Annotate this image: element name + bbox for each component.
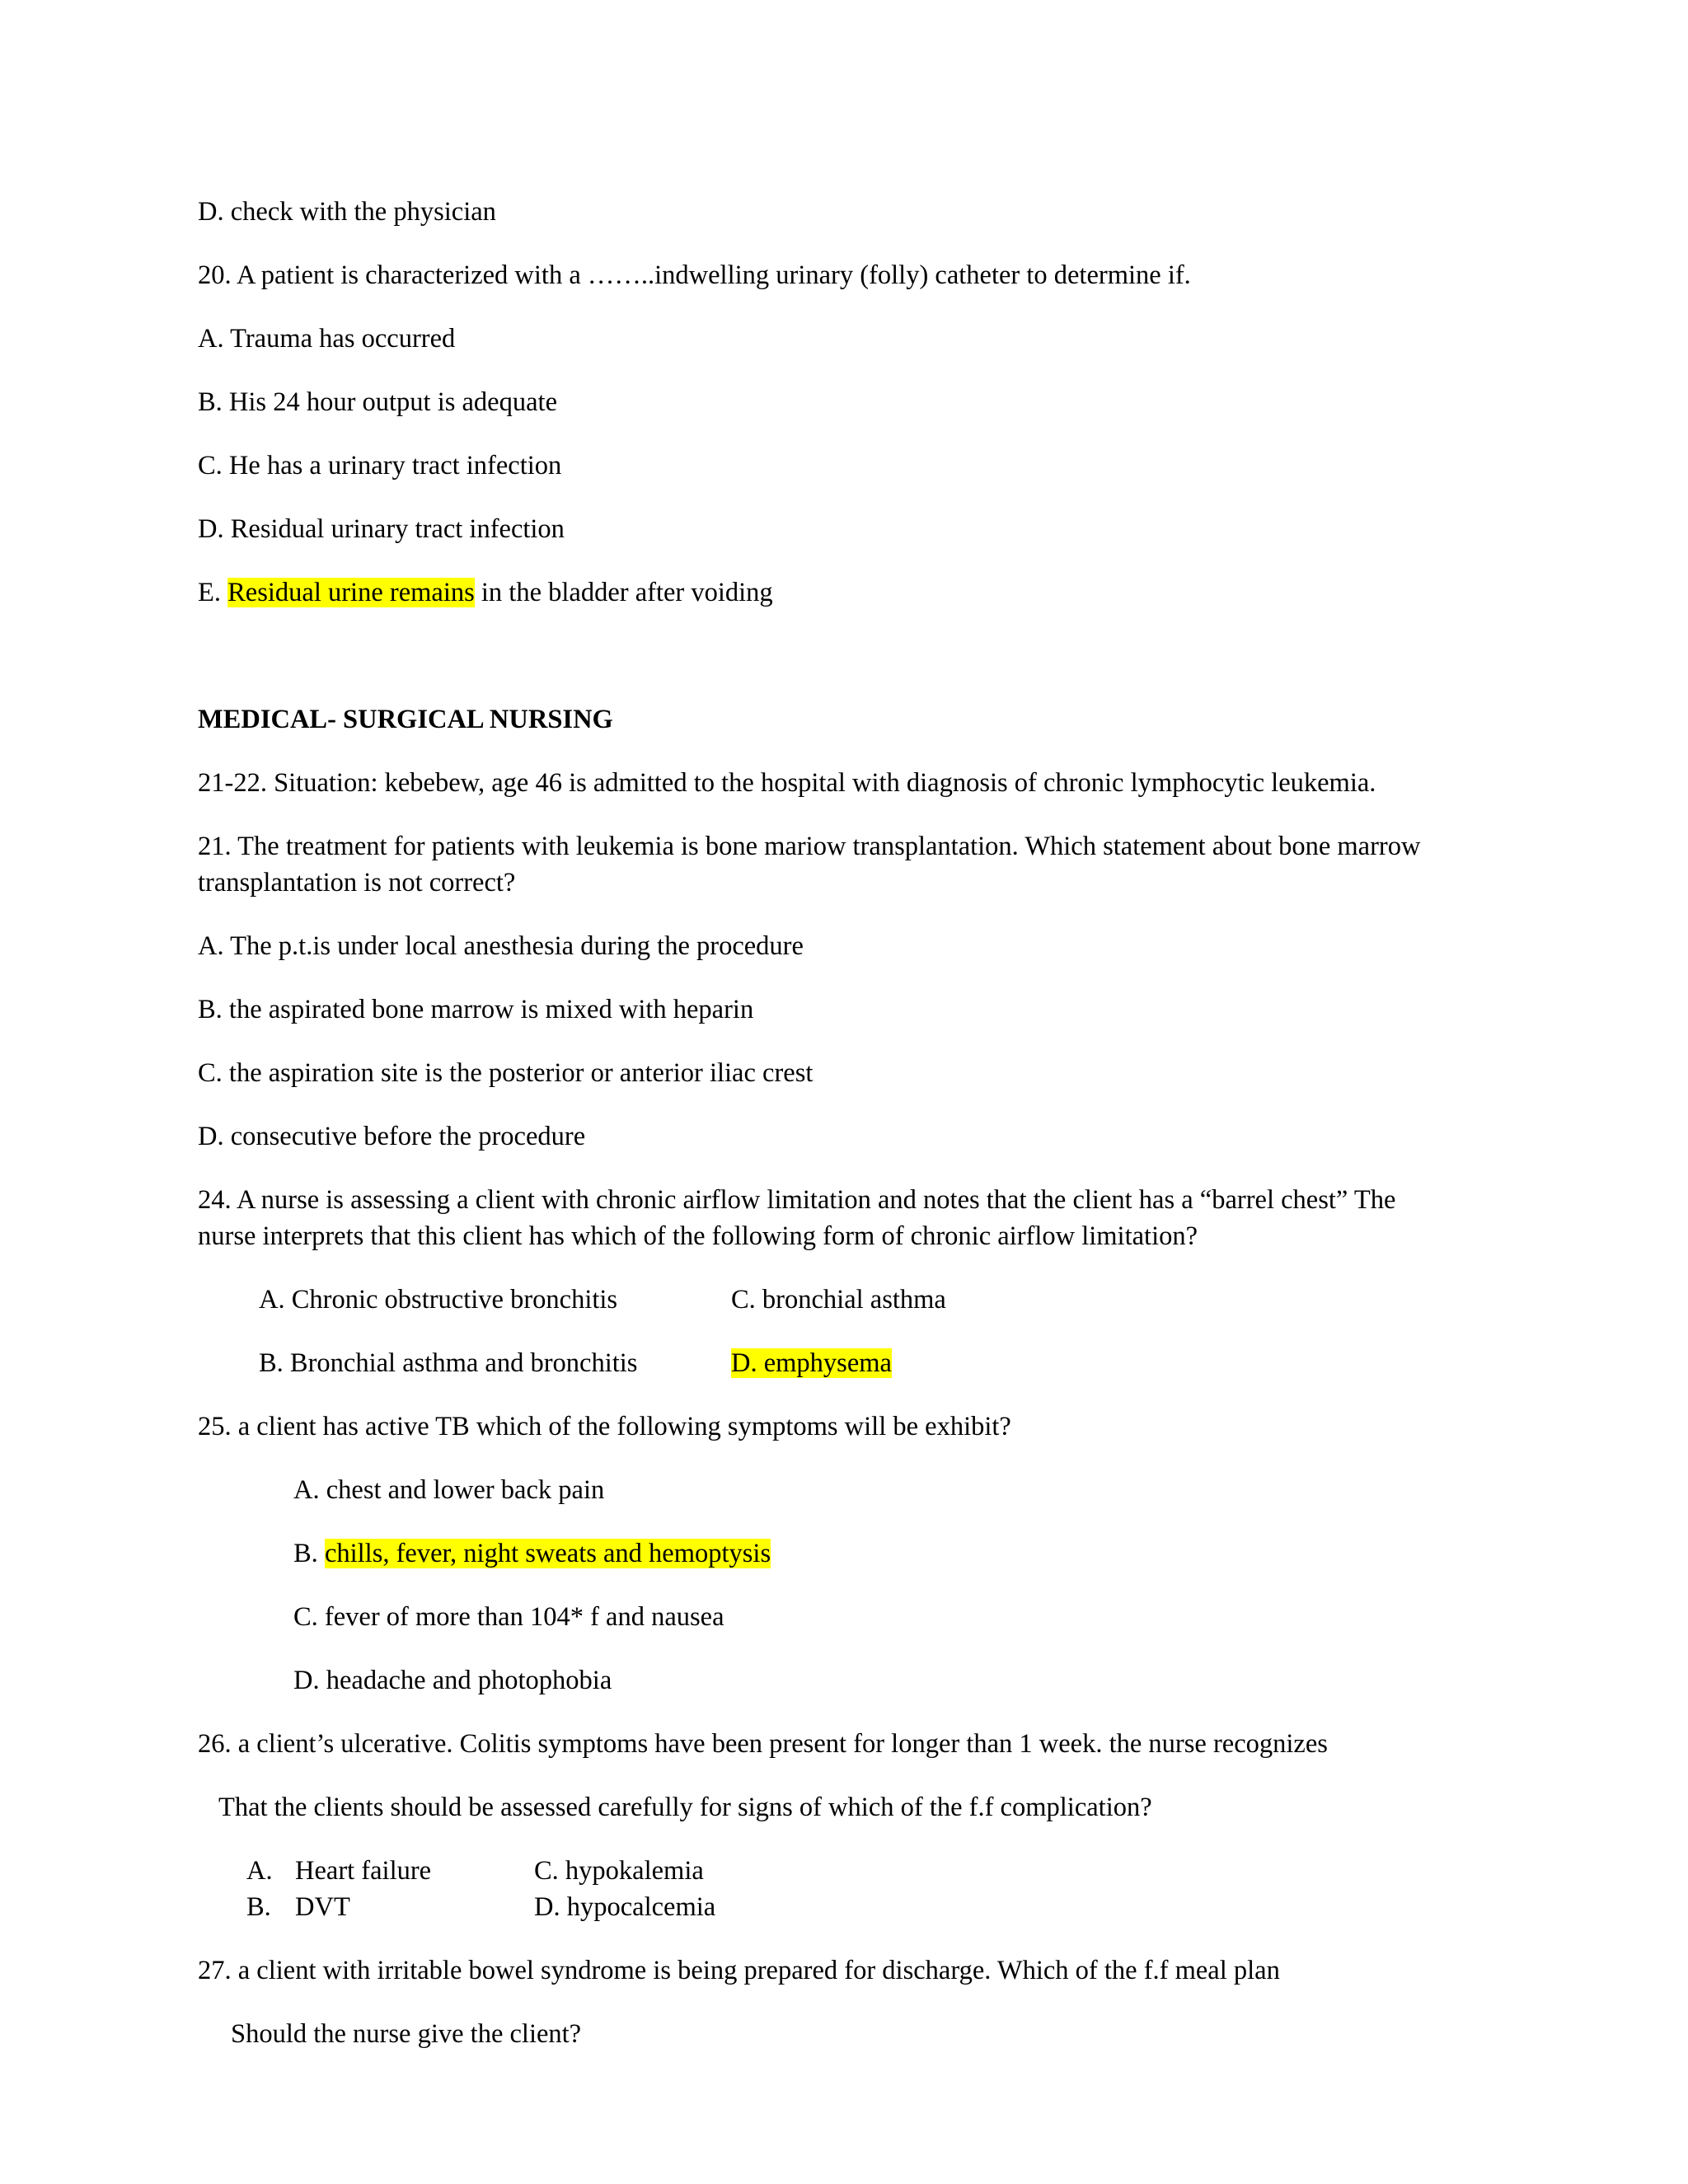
q25-option-a: A. chest and lower back pain [293,1475,605,1505]
q26-option-b-text: DVT [295,1892,350,1922]
q26-stem-line2: That the clients should be assessed carefully for signs of which of the f.f complication? [218,1793,1152,1822]
q21-option-c: C. the aspiration site is the posterior or anterior iliac crest [198,1058,814,1088]
q26-stem-line1: 26. a client’s ulcerative. Colitis symptoms have been present for longer than 1 week. the nurse recognizes [198,1729,1328,1759]
q26-option-a-text: Heart failure [295,1856,432,1886]
q21-option-a: A. The p.t.is under local anesthesia during the procedure [198,931,804,961]
q21-option-b: B. the aspirated bone marrow is mixed with heparin [198,995,754,1024]
q27-stem-line1: 27. a client with irritable bowel syndrome is being prepared for discharge. Which of the f.f meal plan [198,1956,1280,1985]
q26-option-b-label: B. [246,1892,271,1922]
q20-option-e-suffix: in the bladder after voiding [474,578,773,607]
q20-option-b: B. His 24 hour output is adequate [198,387,557,417]
q20-option-e [198,579,773,607]
q21-stem-line1: 21. The treatment for patients with leukemia is bone mariow transplantation. Which statement about bone marrow [198,832,1421,861]
q24-option-b: B. Bronchial asthma and bronchitis [259,1348,638,1378]
q26-option-a-label: A. [246,1856,273,1886]
q25-option-d: D. headache and photophobia [293,1666,612,1695]
section-heading: MEDICAL- SURGICAL NURSING [198,705,613,734]
q25-option-b-prefix: B. [293,1539,325,1568]
q25-option-b [293,1540,771,1568]
q20-option-e-prefix: E. [198,578,228,607]
situation-21-22: 21-22. Situation: kebebew, age 46 is admitted to the hospital with diagnosis of chronic lymphocytic leukemia. [198,768,1376,798]
q20-option-a: A. Trauma has occurred [198,324,456,354]
q24-stem-line2: nurse interprets that this client has which of the following form of chronic airflow limitation? [198,1221,1198,1251]
q24-answer-highlight: D. emphysema [731,1348,892,1378]
q25-option-c: C. fever of more than 104* f and nausea [293,1602,724,1632]
q24-option-d [731,1350,892,1377]
q25-answer-highlight: chills, fever, night sweats and hemoptysis [324,1539,771,1568]
q20-stem: 20. A patient is characterized with a ……..indwelling urinary (folly) catheter to determine if. [198,260,1191,290]
q25-stem: 25. a client has active TB which of the following symptoms will be exhibit? [198,1412,1011,1441]
q20-option-d: D. Residual urinary tract infection [198,514,565,544]
q27-stem-line2: Should the nurse give the client? [231,2019,582,2049]
q24-option-a: A. Chronic obstructive bronchitis [259,1285,618,1315]
q20-option-c: C. He has a urinary tract infection [198,451,562,480]
q24-option-c: C. bronchial asthma [731,1285,946,1315]
q19-option-d: D. check with the physician [198,197,496,227]
q20-answer-highlight: Residual urine remains [227,578,475,607]
q26-option-c: C. hypokalemia [534,1856,704,1886]
q21-option-d: D. consecutive before the procedure [198,1122,586,1151]
q24-stem-line1: 24. A nurse is assessing a client with chronic airflow limitation and notes that the client has a “barrel chest” The [198,1185,1396,1215]
q26-option-d: D. hypocalcemia [534,1892,716,1922]
q21-stem-line2: transplantation is not correct? [198,868,516,898]
